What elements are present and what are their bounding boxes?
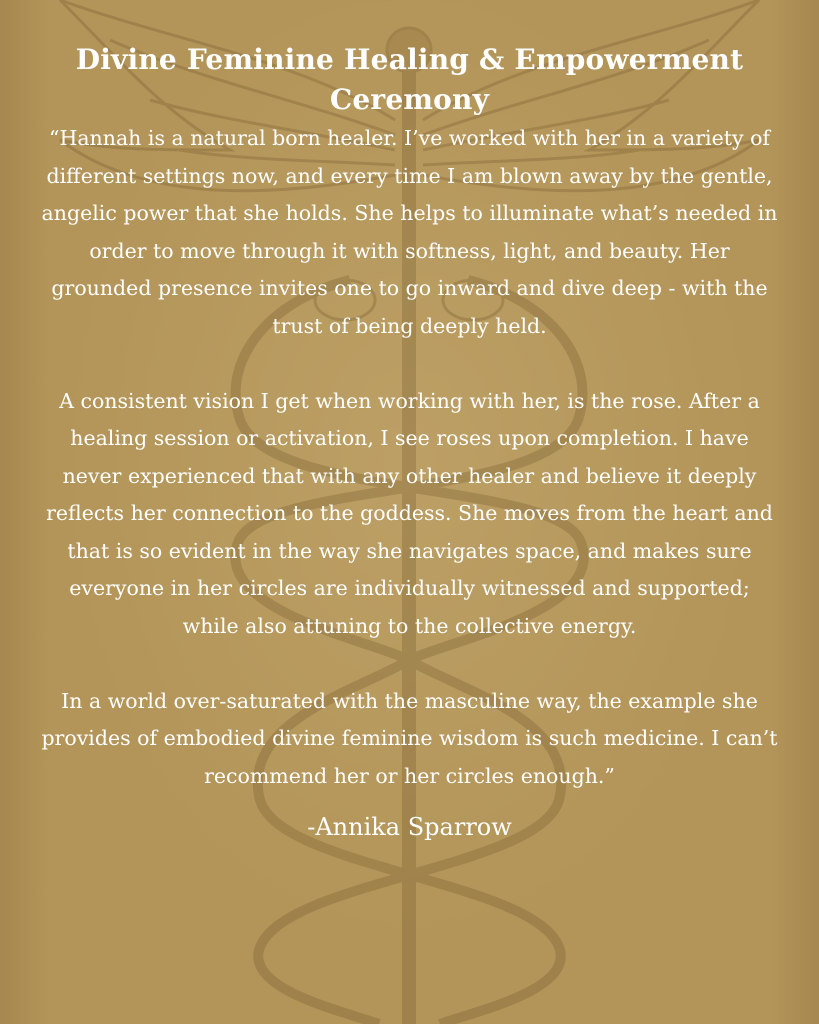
- testimonial-paragraph-1: “Hannah is a natural born healer. I’ve worked with her in a variety of different settings now, and every time I am blown away by the gentle, angelic power that she holds. She helps to illuminate what’s needed in order to move through it with softness, light, and beauty. Her grounded presence invites one to go inward and dive deep - with the trust of being deeply held.: [41, 126, 778, 338]
- testimonial-paragraph-3: In a world over-saturated with the masculine way, the example she provides of embodied divine feminine wisdom is such medicine. I can’t recommend her or her circles enough.”: [41, 688, 778, 788]
- paragraph-spacer: [40, 345, 779, 383]
- page-title: Divine Feminine Healing & Empowerment Ceremony: [75, 43, 744, 116]
- paragraph-spacer: [40, 645, 779, 683]
- testimonial-paragraph-2: A consistent vision I get when working with her, is the rose. After a healing session or activation, I see roses upon completion. I have never experienced that with any other healer and believe it deeply reflects her connection to the goddess. She moves from the heart and that is so evident in the way she navigates space, and makes sure everyone in her circles are individually witnessed and supported; while also attuning to the collective energy.: [46, 388, 773, 638]
- author-signature: -Annika Sparrow: [307, 813, 512, 841]
- testimonial-card: [40, 40, 779, 845]
